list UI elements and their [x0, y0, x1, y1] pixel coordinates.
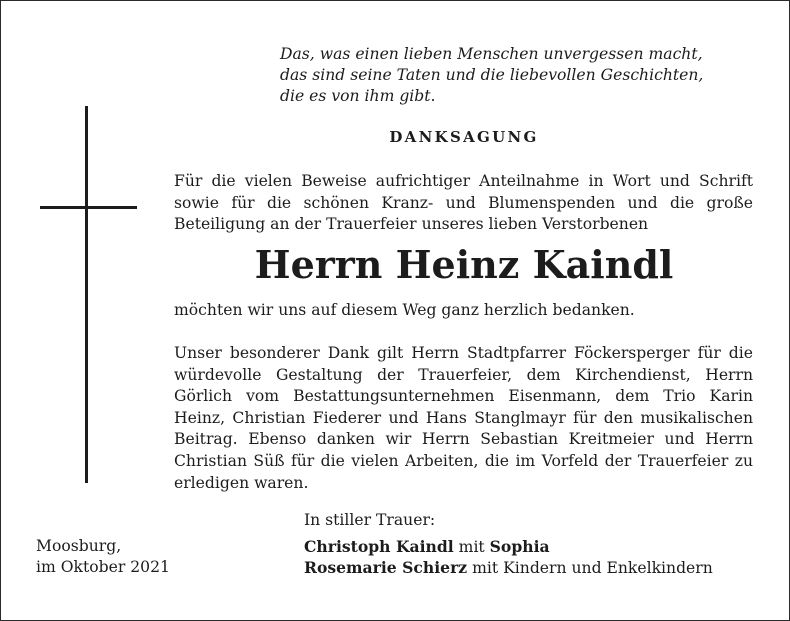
quote-line: Das, was einen lieben Menschen unvergessen macht,	[280, 45, 703, 63]
special-thanks-paragraph: Unser besonderer Dank gilt Herrn Stadtpfarrer Föckersperger für die würdevolle Gestaltung der Trauerfeier, dem Kirchendienst, Herrn Görlich vom Bestattungsunternehmen Eisenmann, dem Trio Karin Heinz, Christian Fiederer und Hans Stanglmayr für den musikalischen Beitrag. Ebenso danken wir Herrn Sebastian Kreitmeier und Herrn Christian Süß für die vielen Arbeiten, die im Vorfeld der Trauerfeier zu erledigen waren.	[174, 344, 753, 492]
cross-icon-bar	[40, 206, 137, 209]
intro-paragraph: Für die vielen Beweise aufrichtiger Anteilnahme in Wort und Schrift sowie für die schönen Kranz- und Blumenspenden und die große Beteiligung an der Trauerfeier unseres lieben Verstorbenen	[174, 172, 753, 234]
memorial-quote	[280, 44, 760, 107]
signatory-companion: Sophia	[489, 537, 550, 556]
deceased-name: Herrn Heinz Kaindl	[254, 242, 674, 287]
mourning-label: In stiller Trauer:	[304, 511, 436, 529]
signatory-connector: mit Kindern und Enkelkindern	[472, 559, 713, 577]
signatory-connector: mit	[458, 538, 485, 556]
quote-line: die es von ihm gibt.	[280, 87, 436, 105]
cross-icon	[85, 106, 88, 483]
place: Moosburg,	[36, 537, 122, 555]
quote-line: das sind seine Taten und die liebevollen Geschichten,	[280, 66, 704, 84]
signatory-line	[304, 558, 764, 577]
signatory-line	[304, 537, 764, 556]
signatory-name: Christoph Kaindl	[304, 537, 454, 556]
notice-heading: DANKSAGUNG	[389, 128, 539, 146]
thanks-line: möchten wir uns auf diesem Weg ganz herzlich bedanken.	[174, 301, 635, 319]
signatory-name: Rosemarie Schierz	[304, 558, 468, 577]
date: im Oktober 2021	[36, 558, 170, 576]
